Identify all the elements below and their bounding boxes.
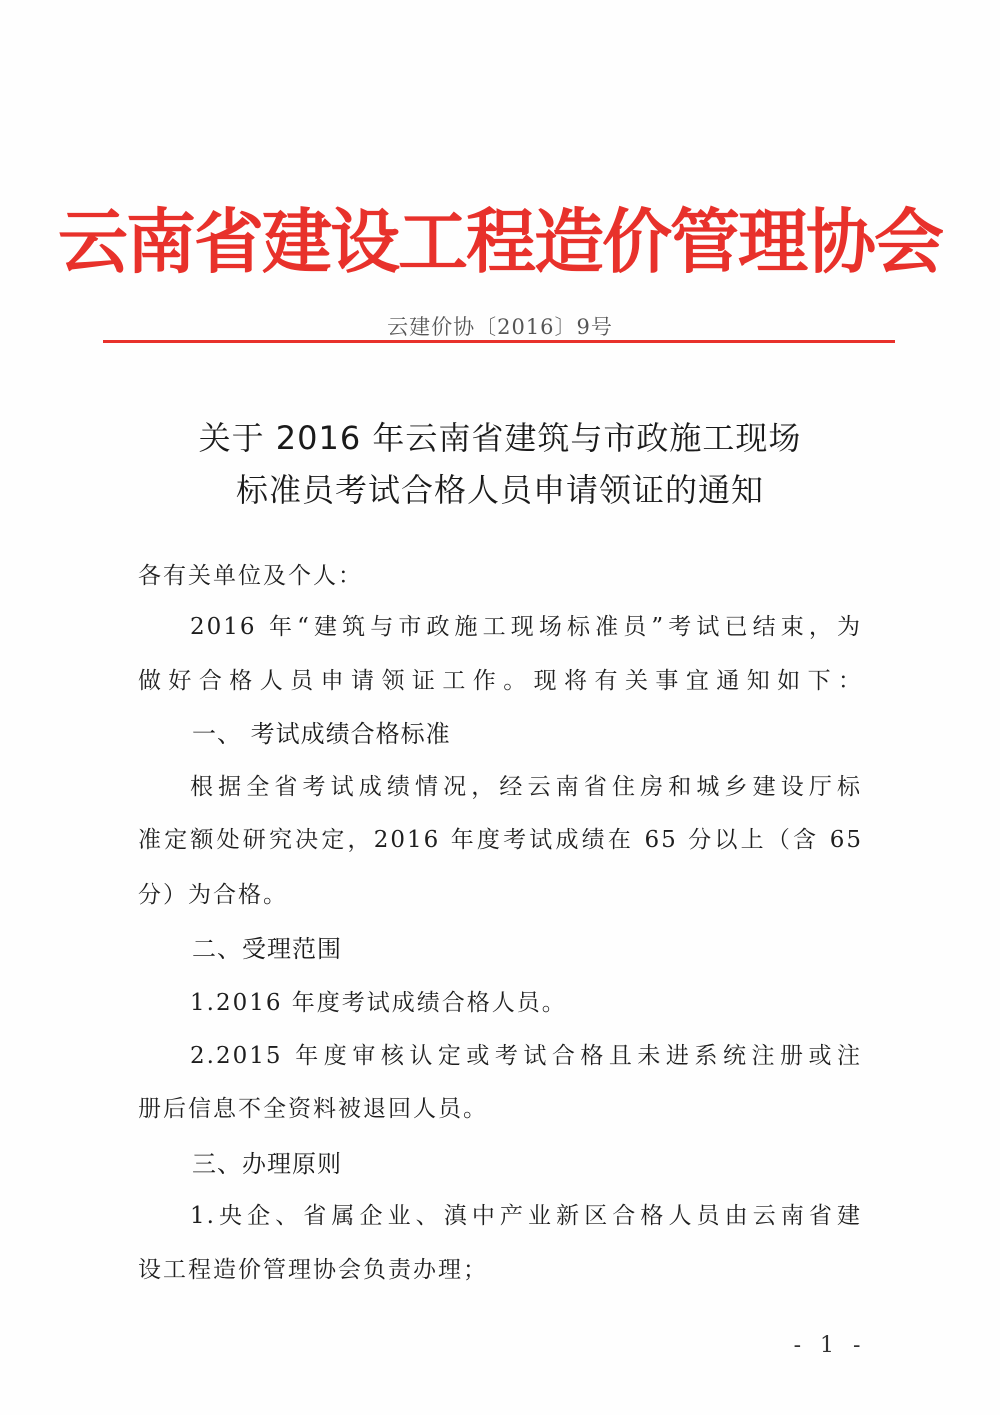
intro-paragraph-line-1: 2016 年“建筑与市政施工现场标准员”考试已结束，为 xyxy=(190,614,862,640)
salutation: 各有关单位及个人： xyxy=(138,563,363,589)
section-2-item-1: 1.2016 年度考试成绩合格人员。 xyxy=(190,990,567,1016)
section-3-item-1-line-1: 1.央企、省属企业、滇中产业新区合格人员由云南省建 xyxy=(190,1203,862,1229)
section-1-paragraph-line-2: 准定额处研究决定，2016 年度考试成绩在 65 分以上（含 65 xyxy=(138,827,863,853)
section-2-item-2-line-1: 2.2015 年度审核认定或考试合格且未进系统注册或注 xyxy=(190,1043,862,1069)
title-line-1: 关于 2016 年云南省建筑与市政施工现场 xyxy=(198,419,802,457)
section-1-paragraph-line-3: 分）为合格。 xyxy=(138,882,288,908)
page-number: - 1 - xyxy=(793,1333,867,1358)
intro-paragraph-line-2: 做好合格人员申请领证工作。现将有关事宜通知如下： xyxy=(138,668,863,694)
section-3-heading: 三、办理原则 xyxy=(192,1150,342,1178)
red-divider-line xyxy=(103,340,895,343)
section-2-heading: 二、受理范围 xyxy=(192,935,342,963)
organization-header: 云南省建设工程造价管理协会 xyxy=(58,200,942,283)
document-title xyxy=(0,412,1000,516)
document-number: 云建价协〔2016〕9号 xyxy=(387,315,613,339)
section-3-item-1-line-2: 设工程造价管理协会负责办理； xyxy=(138,1257,488,1283)
section-1-heading: 一、 考试成绩合格标准 xyxy=(192,720,451,748)
title-line-2: 标准员考试合格人员申请领证的通知 xyxy=(235,471,764,509)
section-2-item-2-line-2: 册后信息不全资料被退回人员。 xyxy=(138,1096,488,1122)
section-1-paragraph-line-1: 根据全省考试成绩情况，经云南省住房和城乡建设厅标 xyxy=(190,774,862,800)
